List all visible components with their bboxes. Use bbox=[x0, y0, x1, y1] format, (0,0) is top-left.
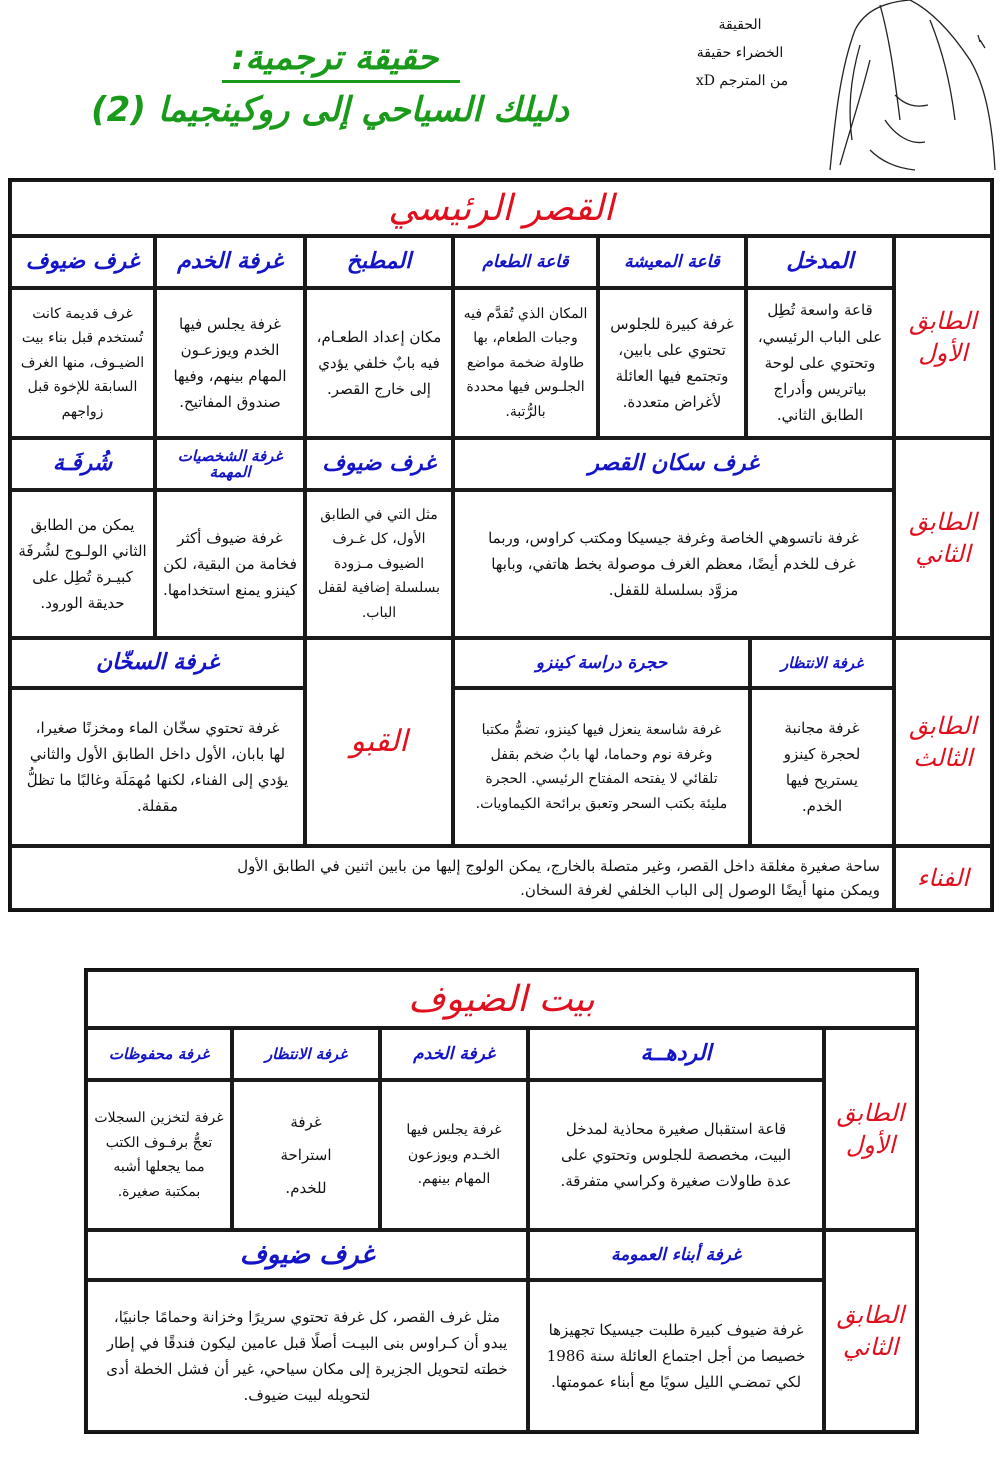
room-name: القبو bbox=[350, 723, 408, 759]
gh-header-lobby bbox=[528, 1028, 824, 1080]
gh-header-waiting bbox=[232, 1028, 380, 1080]
room-header-guest bbox=[10, 236, 155, 288]
translator-note-3: من المترجم xD bbox=[695, 73, 789, 89]
title-line-2: دليلك السياحي إلى روكينجيما (2) bbox=[91, 90, 569, 130]
room-name: غرفة الشخصيات المهمة bbox=[177, 446, 283, 481]
room-name: شُرفَـة bbox=[52, 450, 113, 476]
room-header-study bbox=[453, 638, 750, 688]
room-name: قاعة الطعام bbox=[482, 251, 569, 272]
floor-label-text: الطابق الثاني bbox=[836, 1300, 905, 1361]
room-name: قاعة المعيشة bbox=[624, 251, 720, 272]
room-name: غرف ضيوف bbox=[25, 248, 140, 274]
room-name: غرفة محفوظات bbox=[108, 1044, 210, 1063]
room-header-dining bbox=[453, 236, 598, 288]
floor-label-text: الطابق الأول bbox=[836, 1098, 905, 1159]
room-desc-servants: غرفة يجلس فيها الخدم ويوزعـون المهام بينهم، وفيها صندوق المفاتيح. bbox=[155, 288, 305, 438]
guesthouse-title bbox=[86, 970, 917, 1028]
room-name: غرفة الانتظار bbox=[264, 1044, 348, 1063]
courtyard-label bbox=[894, 846, 992, 910]
courtyard-desc-line-1: ساحة صغيرة مغلقة داخل القصر، وغير متصلة بالخارج، يمكن الولوج إليها من بابين اثنين في الطابق الأول bbox=[237, 857, 880, 875]
courtyard-desc bbox=[10, 846, 894, 910]
room-name: المدخل bbox=[786, 248, 854, 274]
room-header-servants bbox=[155, 236, 305, 288]
room-header-living bbox=[598, 236, 746, 288]
room-header-vip bbox=[155, 438, 305, 490]
room-header-waiting bbox=[750, 638, 894, 688]
gh-desc-guest: مثل غرف القصر، كل غرفة تحتوي سريرًا وخزانة وحمامًا جانبيًا، يبدو أن كـراوس بنى البيـت أصلًا قبل عامين ليكون فندقًا في إطار خطته لتحويل الجزيرة إلى مكان سياحي، غير أن فشل الخطة أدى لتحويله لبيت ضيوف. bbox=[86, 1280, 528, 1432]
gh-desc-archive: غرفة لتخزين السجلات تعجُّ برفـوف الكتب مما يجعلها أشبه بمكتبة صغيرة. bbox=[86, 1080, 232, 1230]
room-desc-waiting: غرفة مجانبة لحجرة كينزو يستريح فيها الخدم. bbox=[750, 688, 894, 846]
palace-title-text: القصر الرئيسي bbox=[388, 187, 614, 229]
room-desc-entrance: قاعة واسعة تُطِل على الباب الرئيسي، وتحتوي على لوحة بياتريس وأدراج الطابق الثاني. bbox=[746, 288, 894, 438]
gh-desc-lobby: قاعة استقبال صغيرة محاذية لمدخل البيت، مخصصة للجلوس وتحتوي على عدة طاولات صغيرة وكراسي متفرقة. bbox=[528, 1080, 824, 1230]
room-header-boiler bbox=[10, 638, 305, 688]
gh-desc-waiting: غرفة استراحة للخدم. bbox=[232, 1080, 380, 1230]
room-desc-dining: المكان الذي تُقدَّم فيه وجبات الطعام، بها طاولة ضخمة مواضع الجلـوس فيها محددة بالرُّتبة. bbox=[453, 288, 598, 438]
room-name: غرفة أبناء العمومة bbox=[610, 1244, 742, 1265]
floor-label-text: الفناء bbox=[917, 863, 969, 892]
gh-header-guest bbox=[86, 1230, 528, 1280]
room-name: غرفة الخدم bbox=[177, 248, 283, 274]
palace-floor1-label bbox=[894, 236, 992, 438]
room-name: غرف ضيوف bbox=[239, 1239, 375, 1270]
title-underline bbox=[222, 80, 460, 83]
floor-label-text: الطابق الثاني bbox=[909, 507, 977, 568]
translator-note-1: الحقيقة bbox=[718, 17, 762, 33]
gh-header-servants bbox=[380, 1028, 528, 1080]
room-name: غرفة السخّان bbox=[95, 649, 220, 675]
room-desc-study: غرفة شاسعة ينعزل فيها كينزو، تضمُّ مكتبا وغرفة نوم وحماما، لها بابٌ ضخم بقفل تلقائي لا يفتحه المفتاح الرئيسي. الحجرة مليئة بكتب السحر وتعبق برائحة الكيماويات. bbox=[453, 688, 750, 846]
room-desc-vip: غرفة ضيوف أكثر فخامة من البقية، لكن كينزو يمنع استخدامها. bbox=[155, 490, 305, 638]
gh-desc-cousins: غرفة ضيوف كبيرة طلبت جيسيكا تجهيزها خصيصا من أجل اجتماع العائلة سنة 1986 لكي تمضـي الليل سويًا مع أبناء عمومتها. bbox=[528, 1280, 824, 1432]
guesthouse-floor2-label bbox=[824, 1230, 917, 1432]
room-name: غرف ضيوف bbox=[322, 450, 436, 476]
guesthouse-title-text: بيت الضيوف bbox=[408, 978, 595, 1020]
room-desc-boiler: غرفة تحتوي سخّان الماء ومخزنًا صغيرا، لها بابان، الأول داخل الطابق الأول والثاني يؤدي إلى الفناء، لكنها مُهمَلَة وغالبًا ما تظلُّ مقفلة. bbox=[10, 688, 305, 846]
guesthouse-floor1-label bbox=[824, 1028, 917, 1230]
room-desc-residents: غرفة ناتسوهي الخاصة وغرفة جيسيكا ومكتب كراوس، وربما غرف للخدم أيضًا، معظم الغرف موصولة بخط هاتفي، وبابها مزوَّد بسلسلة للقفل. bbox=[453, 490, 894, 638]
room-name: غرفة الانتظار bbox=[780, 653, 864, 672]
room-name: الردهــة bbox=[640, 1040, 712, 1066]
room-header-guest-2 bbox=[305, 438, 453, 490]
room-desc-guest-2: مثل التي في الطابق الأول، كل غـرف الضيوف مـزودة بسلسلة إضافية لقفل الباب. bbox=[305, 490, 453, 638]
room-name: حجرة دراسة كينزو bbox=[535, 652, 668, 673]
room-desc-kitchen: مكان إعداد الطعـام، فيه بابٌ خلفي يؤدي إلى خارج القصر. bbox=[305, 288, 453, 438]
room-name: غرف سكان القصر bbox=[588, 450, 759, 476]
room-header-balcony bbox=[10, 438, 155, 490]
room-name: غرفة الخدم bbox=[413, 1043, 495, 1064]
gh-header-archive bbox=[86, 1028, 232, 1080]
gh-header-cousins bbox=[528, 1230, 824, 1280]
room-header-kitchen bbox=[305, 236, 453, 288]
room-desc-living: غرفة كبيرة للجلوس تحتوي على بابين، وتجتمع فيها العائلة لأغراض متعددة. bbox=[598, 288, 746, 438]
palace-title bbox=[10, 180, 992, 236]
floor-label-text: الطابق الأول bbox=[909, 306, 977, 367]
palace-floor3-label bbox=[894, 638, 992, 846]
room-header-entrance bbox=[746, 236, 894, 288]
room-name: المطبخ bbox=[346, 248, 412, 274]
room-desc-balcony: يمكن من الطابق الثاني الولـوج لشُرفَة كبيـرة تُطِل على حديقة الورود. bbox=[10, 490, 155, 638]
floor-label-text: الطابق الثالث bbox=[909, 711, 977, 772]
gh-desc-servants: غرفة يجلس فيها الخـدم ويوزعون المهام بينهم. bbox=[380, 1080, 528, 1230]
room-header-residents bbox=[453, 438, 894, 490]
palace-floor2-label bbox=[894, 438, 992, 638]
room-basement bbox=[305, 638, 453, 846]
courtyard-desc-line-2: ويمكن منها أيضًا الوصول إلى الباب الخلفي لغرفة السخان. bbox=[520, 881, 880, 899]
title-line-1: حقيقة ترجمية: bbox=[231, 38, 439, 78]
translator-note-2: الخضراء حقيقة bbox=[696, 45, 784, 61]
room-desc-guest: غرف قديمة كانت تُستخدم قبل بناء بيت الضيـوف، منها الغرف السابقة للإخوة قبل زواجهم bbox=[10, 288, 155, 438]
